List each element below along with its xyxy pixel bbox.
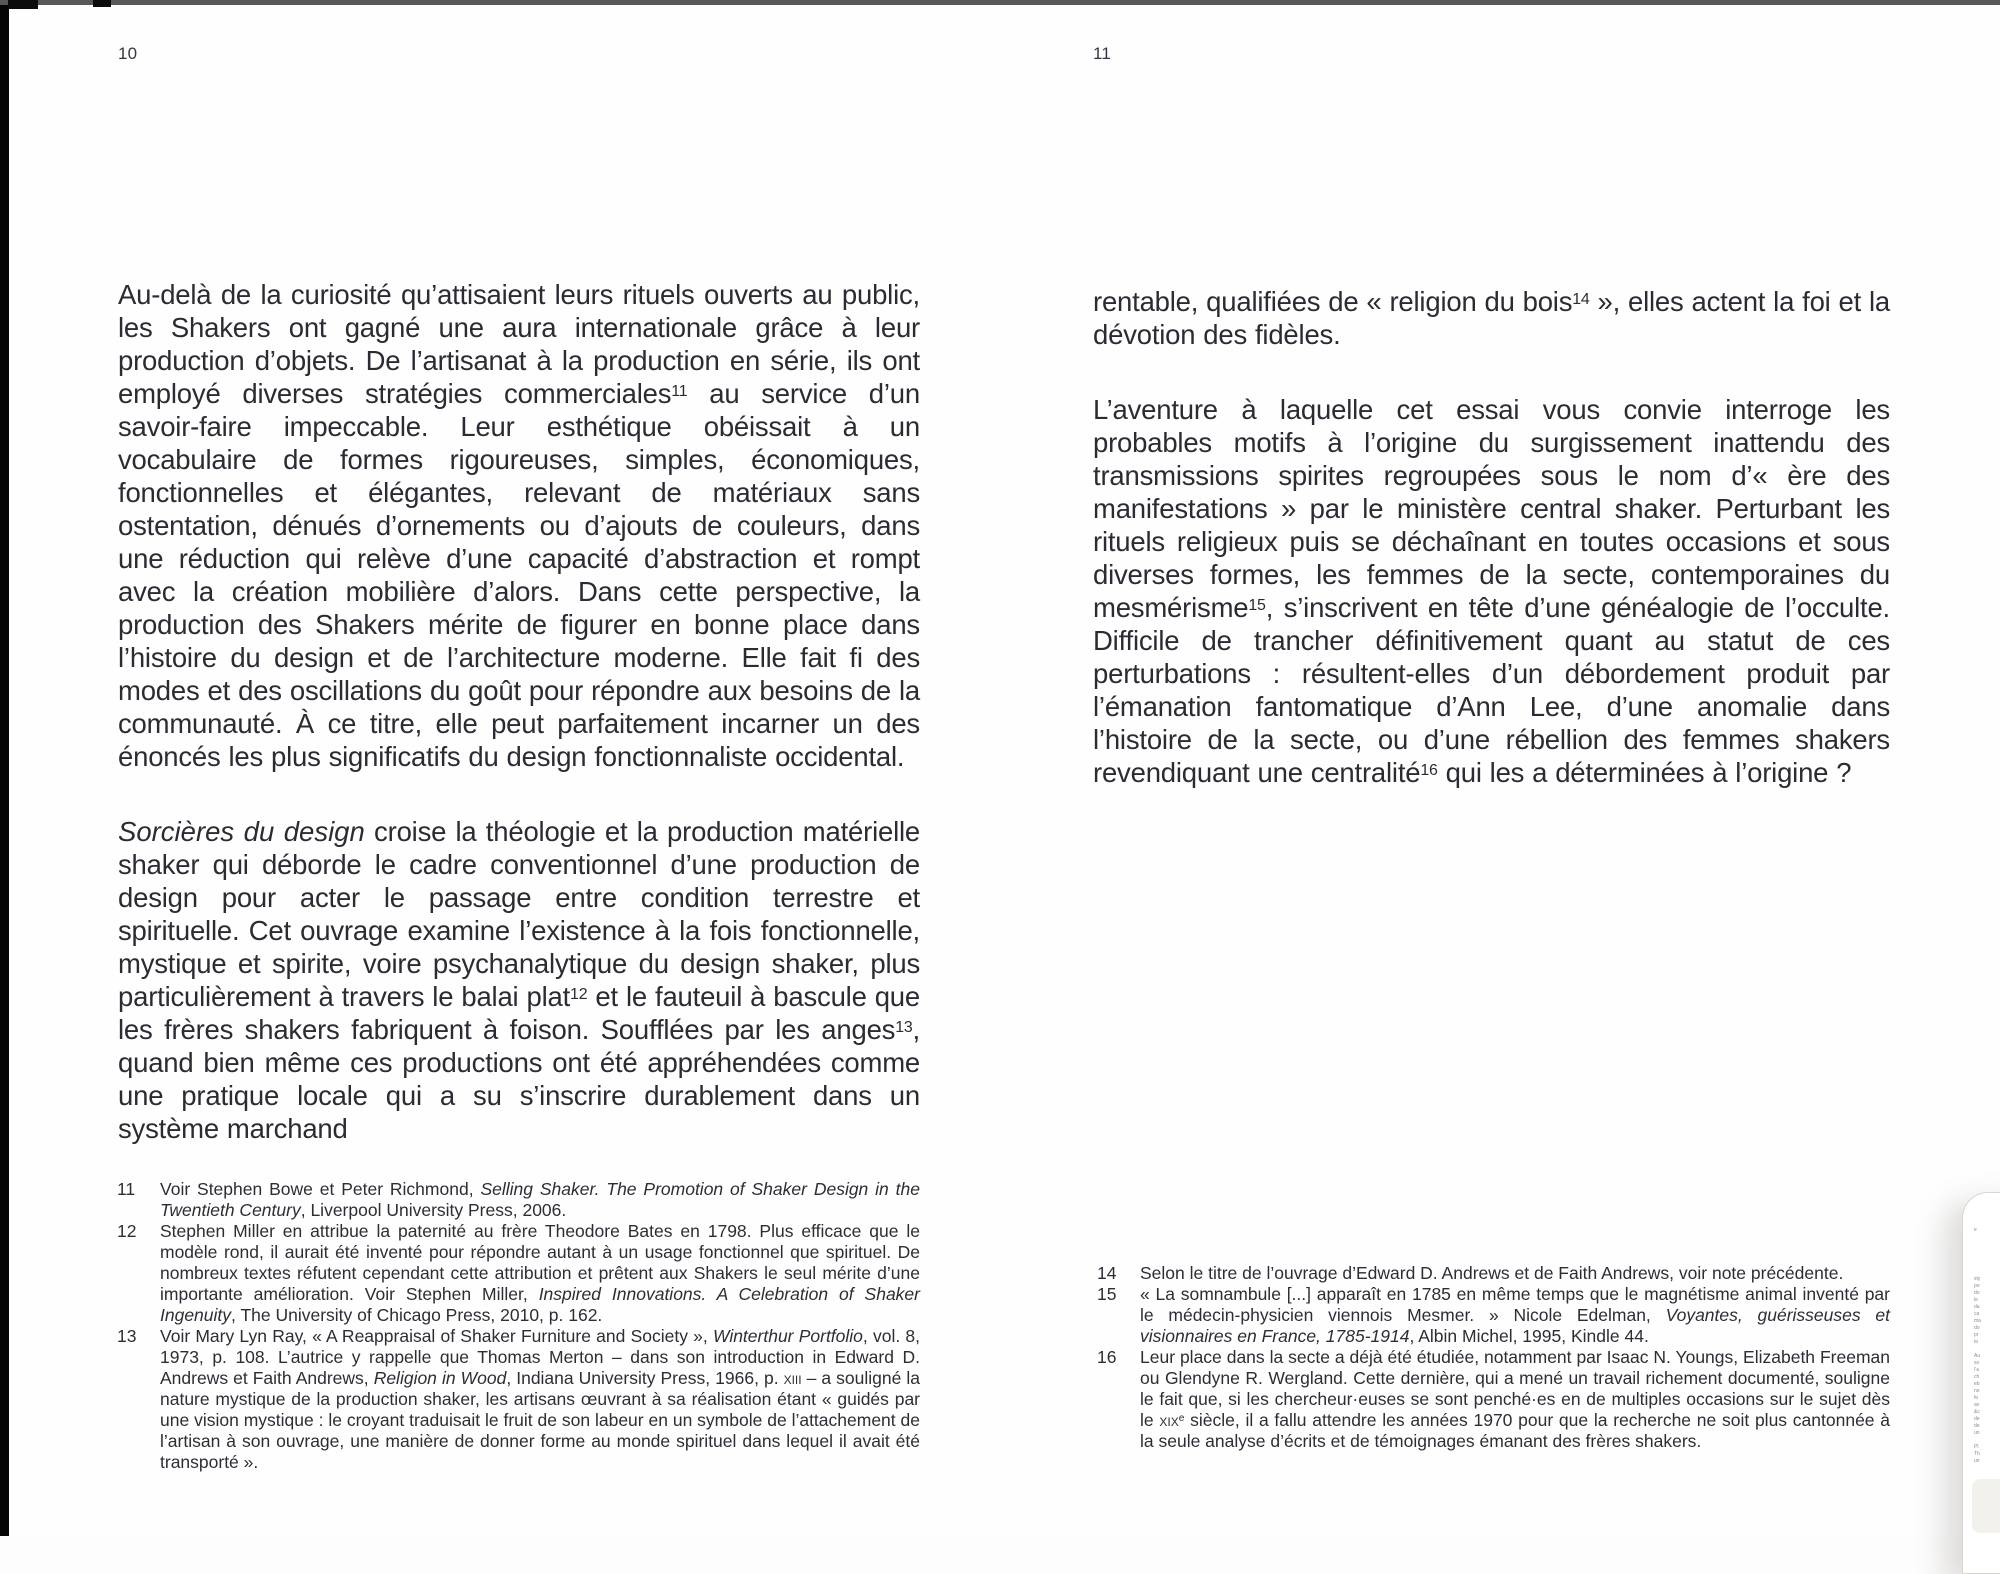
footnote-number: 16 [1097,1347,1117,1367]
footnote-text: Voir Stephen Bowe et Peter Richmond, Selling Shaker. The Promotion of Shaker Design in the Twentieth Century, Liverpool University Press, 2006. [160,1179,920,1220]
page-left-footnotes [117,1179,920,1473]
preview-note-box [1972,1479,2000,1533]
scan-edge-strip [0,0,9,1536]
footnote [117,1179,920,1221]
footnote-text: Leur place dans la secte a déjà été étudiée, notamment par Isaac N. Youngs, Elizabeth Freeman ou Glendyne R. Wergland. Cette dernière, qui a mené un travail richement documenté, souligne le fait que, si les chercheur·euses se sont penché·es en de multiples occasions sur le sujet dès le xix$^e$ siècle, il a fallu attendre les années 1970 pour que la recherche ne soit plus cantonnée à la seule analyse d’écrits et de témoignages émanant des frères shakers. [1140,1347,1891,1451]
footnote-number: 11 [117,1179,136,1199]
footnote-number: 15 [1097,1284,1117,1304]
paragraph: rentable, qualifiées de « religion du bois$^{14}$ », elles actent la foi et la dévotion des fidèles. [1093,286,1891,350]
scan-top-bar [0,0,2000,5]
page-left-body [118,278,920,1187]
footnote-text: « La somnambule [...] apparaît en 1785 en même temps que le magnétisme animal inventé par le médecin-physicien viennois Mesmer. » Nicole Edelman, Voyantes, guérisseuses et visionnaires en France, 1785-1914, Albin Michel, 1995, Kindle 44. [1140,1284,1890,1346]
footnote [117,1221,920,1326]
scan-artifact [93,0,111,7]
footnote-text: Selon le titre de l’ouvrage d’Edward D. Andrews et de Faith Andrews, voir note précédente. [1140,1263,1844,1283]
page-preview-popup[interactable] [1962,1192,2000,1574]
footnote-number: 12 [117,1221,137,1241]
page-number-right: 11 [1093,44,1112,63]
footnote-number: 13 [117,1326,137,1346]
preview-text-lines: e sty po do le da ca ma do pr to Au so l’a ch eb no fo av &c de de un Pl Th un [1974,1227,1981,1464]
footnote-text: Voir Mary Lyn Ray, « A Reappraisal of Shaker Furniture and Society », Winterthur Portfolio, vol. 8, 1973, p. 108. L’autrice y rappelle que Thomas Merton – dans son introduction in Edward D. Andrews et Faith Andrews, Religion in Wood, Indiana University Press, 1966, p. xiii – a souligné la nature mystique de la production shaker, les artisans œuvrant à sa réalisation étant « guidés par une vision mystique : le croyant traduisait le fruit de son labeur en un symbole de l’attachement de l’artisan à son ouvrage, une manière de donner forme au monde spirituel dans lequel il avait été transporté ». [160,1326,921,1472]
footnote [1097,1347,1890,1452]
footnote-number: 14 [1097,1263,1117,1283]
scan-artifact [8,0,38,9]
page-number-left: 10 [118,44,138,63]
footnote-text: Stephen Miller en attribue la paternité au frère Theodore Bates en 1798. Plus efficace que le modèle rond, il aurait été inventé pour répondre autant à un usage fonctionnel que spirituel. De nombreux textes réfutent cependant cette attribution et prêtent aux Shakers le seul mérite d’une importante amélioration. Voir Stephen Miller, Inspired Innovations. A Celebration of Shaker Ingenuity, The University of Chicago Press, 2010, p. 162. [160,1221,920,1325]
paragraph: Sorcières du design croise la théologie et la production matérielle shaker qui déborde le cadre conventionnel d’une production de design pour acter le passage entre condition terrestre et spirituelle. Cet ouvrage examine l’existence à la fois fonctionnelle, mystique et spirite, voire psychanalytique du design shaker, plus particulièrement à travers le balai plat$^{12}$ et le fauteuil à bascule que les frères shakers fabriquent à foison. Soufflées par les anges$^{13}$, quand bien même ces productions ont été appréhendées comme une pratique locale qui a su s’inscrire durablement dans un système marchand [118,816,920,1144]
page-right-footnotes [1097,1263,1890,1452]
footnote [1097,1263,1890,1284]
page-right-body [1093,285,1890,831]
footnote [1097,1284,1890,1347]
footnote [117,1326,920,1473]
paragraph: L’aventure à laquelle cet essai vous convie interroge les probables motifs à l’origine du surgissement inattendu des transmissions spirites regroupées sous le nom d’« ère des manifestations » par le ministère central shaker. Perturbant les rituels religieux puis se déchaînant en toutes occasions et sous diverses formes, les femmes de la secte, contemporaines du mesmérisme$^{15}$, s’inscrivent en tête d’une généalogie de l’occulte. Difficile de trancher définitivement quant au statut de ces perturbations : résultent-elles d’un débordement produit par l’émanation fantomatique d’Ann Lee, d’une anomalie dans l’histoire de la secte, ou d’une rébellion des femmes shakers revendiquant une centralité$^{16}$ qui les a déterminées à l’origine ? [1093,394,1890,788]
paragraph: Au-delà de la curiosité qu’attisaient leurs rituels ouverts au public, les Shakers ont gagné une aura internationale grâce à leur production d’objets. De l’artisanat à la production en série, ils ont employé diverses stratégies commerciales$^{11}$ au service d’un savoir-faire impeccable. Leur esthétique obéissait à un vocabulaire de formes rigoureuses, simples, économiques, fonctionnelles et élégantes, relevant de matériaux sans ostentation, dénués d’ornements ou d’ajouts de couleurs, dans une réduction qui relève d’une capacité d’abstraction et rompt avec la création mobilière d’alors. Dans cette perspective, la production des Shakers mérite de figurer en bonne place dans l’histoire du design et de l’architecture moderne. Elle fait fi des modes et des oscillations du goût pour répondre aux besoins de la communauté. À ce titre, elle peut parfaitement incarner un des énoncés les plus significatifs du design fonctionnaliste occidental. [118,279,920,772]
